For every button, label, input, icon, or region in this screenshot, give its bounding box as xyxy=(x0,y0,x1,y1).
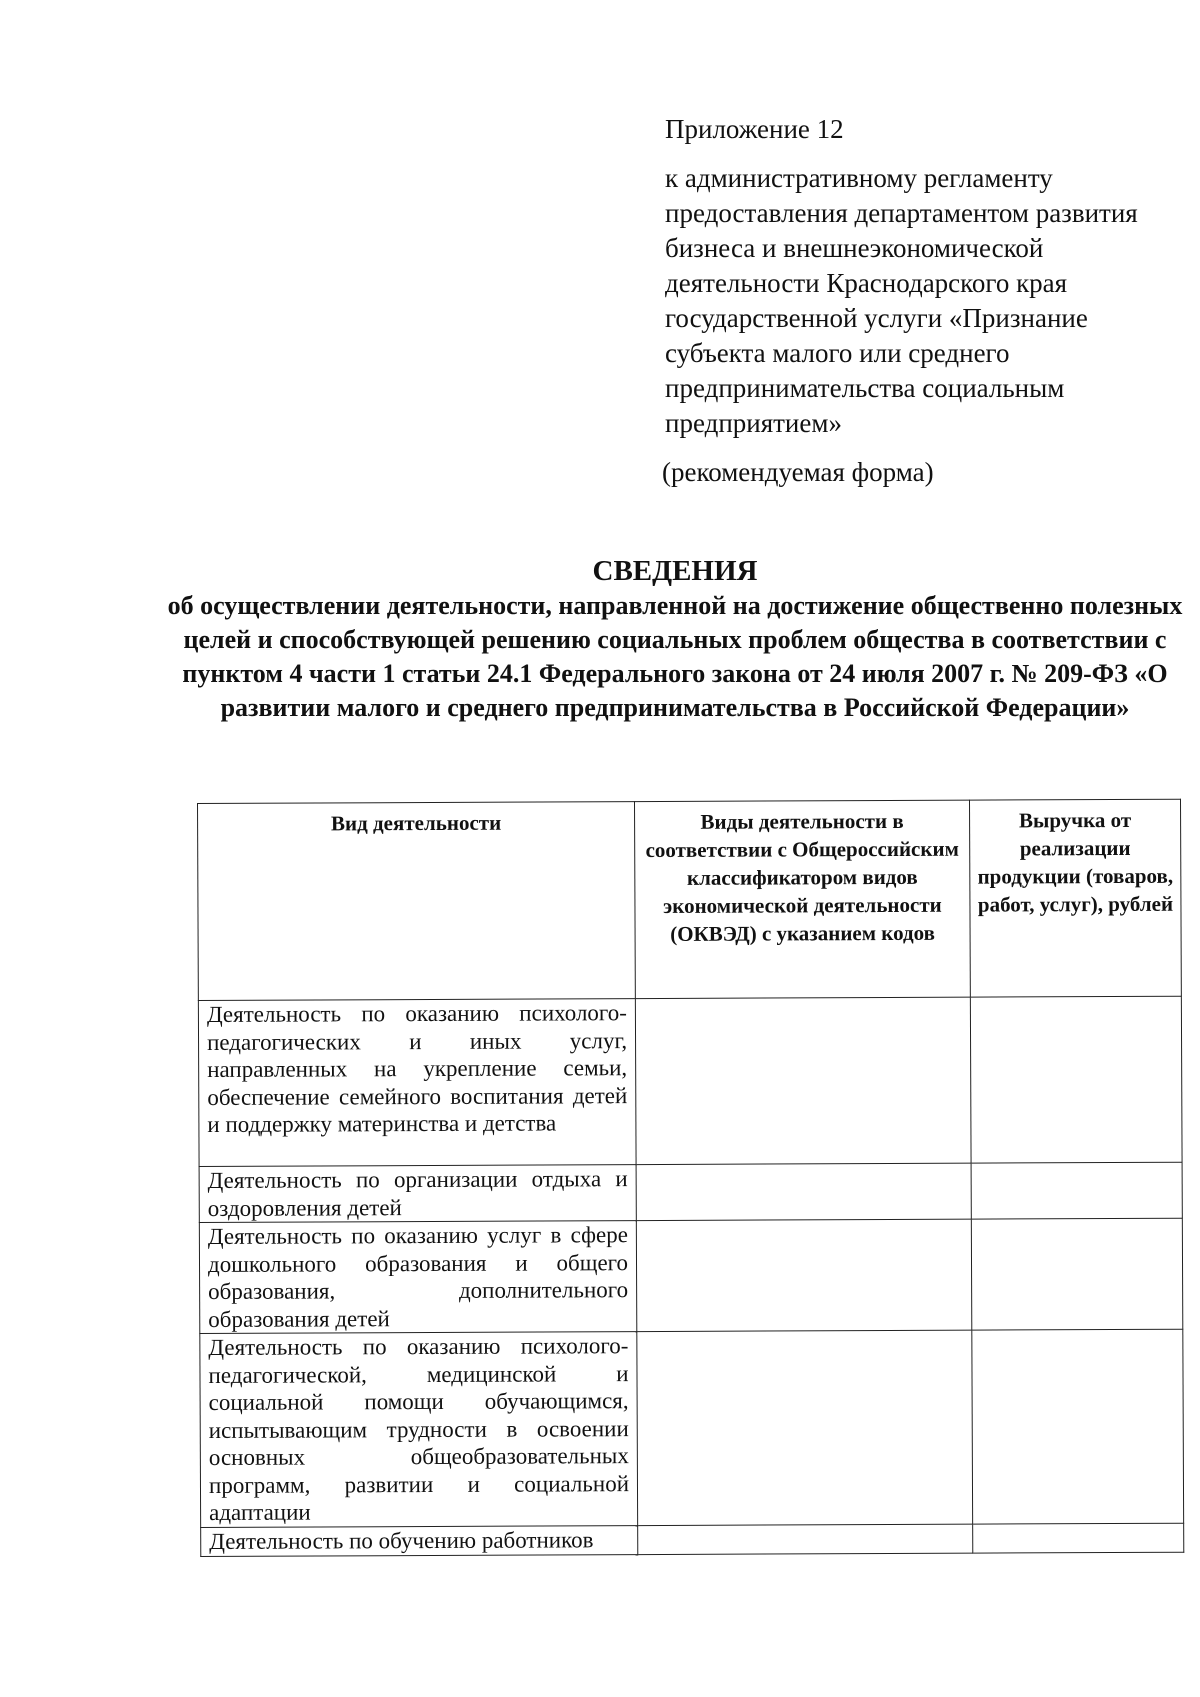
revenue-cell xyxy=(971,1218,1182,1330)
activity-table-wrapper xyxy=(197,799,1183,1557)
okved-cell xyxy=(638,1524,973,1554)
okved-cell xyxy=(636,1163,971,1220)
revenue-cell xyxy=(971,1162,1182,1219)
document-heading xyxy=(150,553,1200,725)
header-okved: Виды деятельности в соответствии с Общероссийским классификатором видов экономической деятельности (ОКВЭД) с указанием кодов xyxy=(634,800,970,998)
heading-title: СВЕДЕНИЯ xyxy=(592,555,758,587)
revenue-cell xyxy=(972,1329,1184,1524)
okved-cell xyxy=(635,997,971,1164)
table-row xyxy=(200,1329,1184,1527)
revenue-cell xyxy=(970,996,1182,1163)
activity-cell: Деятельность по оказанию психолого-педагогических и иных услуг, направленных на укрепление семьи, обеспечение семейного воспитания детей и поддержку материнства и детства xyxy=(198,999,636,1167)
annex-title: Приложение 12 xyxy=(665,114,844,144)
header-revenue: Выручка от реализации продукции (товаров, работ, услуг), рублей xyxy=(969,799,1181,997)
activity-cell: Деятельность по обучению работников xyxy=(201,1526,638,1556)
header-activity-type: Вид деятельности xyxy=(198,802,636,1001)
activity-cell: Деятельность по оказанию услуг в сфере дошкольного образования и общего образования, дополнительного образования детей xyxy=(199,1221,636,1334)
table-header-row xyxy=(198,799,1182,1000)
table-row xyxy=(199,1162,1182,1222)
okved-cell xyxy=(637,1330,973,1525)
activity-cell: Деятельность по организации отдыха и оздоровления детей xyxy=(199,1165,636,1223)
activity-cell: Деятельность по оказанию психолого-педагогической, медицинской и социальной помощи обучающимся, испытывающим трудности в освоении основных общеобразовательных программ, развитии и социальной адаптации xyxy=(200,1332,638,1528)
annex-block xyxy=(662,112,1185,490)
heading-subtitle: об осуществлении деятельности, направленной на достижение общественно полезных целей и способствующей решению социальных проблем общества в соответствии с пунктом 4 части 1 статьи 24.1 Федерального закона от 24 июля 2007 г. № 209-ФЗ «О развитии малого и среднего предпринимательства в Российской Федерации» xyxy=(167,591,1183,722)
form-note: (рекомендуемая форма) xyxy=(662,457,934,487)
table-row xyxy=(199,1218,1182,1333)
table-row xyxy=(201,1523,1184,1556)
table-row xyxy=(198,996,1182,1166)
okved-cell xyxy=(636,1219,971,1331)
revenue-cell xyxy=(973,1523,1184,1552)
annex-text: к административному регламенту предоставления департаментом развития бизнеса и внешнеэкономической деятельности Краснодарского края государственной услуги «Признание субъекта малого или среднего предпринимательства социальным предприятием» xyxy=(665,163,1138,438)
activity-table xyxy=(197,799,1184,1557)
